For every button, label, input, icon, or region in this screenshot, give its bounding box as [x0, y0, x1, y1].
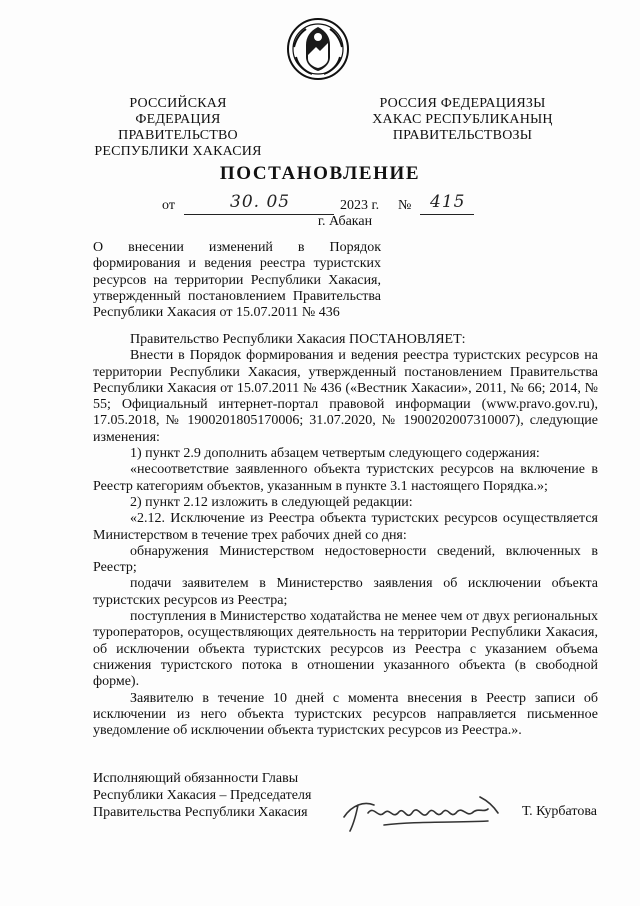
signatory-position — [93, 770, 353, 821]
body-paragraph: Заявителю в течение 10 дней с момента внесения в Реестр записи об исключении из него объекта туристских ресурсов направляется письменное уведомление об исключении объекта туристских ресурсов из Реестра.». — [93, 690, 598, 739]
header-right-line-2: ХАКАС РЕСПУБЛИКАНЫҢ — [372, 112, 553, 127]
body-paragraph: подачи заявителем в Министерство заявления об исключении объекта туристских ресурсов из Реестра; — [93, 576, 598, 608]
city: г. Абакан — [317, 214, 373, 229]
signatory-line-2: Республики Хакасия – Председателя — [93, 788, 312, 803]
coat-of-arms-emblem — [286, 17, 350, 81]
header-left-line-1: РОССИЙСКАЯ ФЕДЕРАЦИЯ — [129, 96, 227, 127]
body-paragraph: 2) пункт 2.12 изложить в следующей редакции: — [130, 494, 413, 510]
body-paragraph: Внести в Порядок формирования и ведения реестра туристских ресурсов на территории Республики Хакасия, утвержденный постановлением Правительства Республики Хакасия от 15.07.2011 № 436 («Вестник Хакасии», 2011, № 66; 2014, № 55; Официальный интернет-портал правовой информации (www.pravo.gov.ru), 17.05.2018, № 1900201805170006; 31.07.2020, № 1900202007310007), следующие изменения: — [93, 348, 598, 445]
number-sign: № — [398, 198, 412, 213]
signatory-line-1: Исполняющий обязанности Главы — [93, 771, 299, 786]
date-year: 2023 г. — [340, 198, 380, 213]
header-right — [370, 96, 555, 144]
document-subject: О внесении изменений в Порядок формирования и ведения реестра туристских ресурсов на территории Республики Хакасия, утвержденный постановлением Правительства Республики Хакасия от 15.07.2011 № 436 — [93, 240, 381, 321]
header-right-line-3: ПРАВИТЕЛЬСТВОЗЫ — [392, 128, 533, 143]
header-left-line-3: РЕСПУБЛИКИ ХАКАСИЯ — [94, 144, 262, 159]
handwritten-signature — [338, 783, 508, 843]
body-paragraph: «несоответствие заявленного объекта туристских ресурсов на включение в Реестр категориям объектов, указанным в пункте 3.1 настоящего Порядка.»; — [93, 462, 598, 494]
date-prefix: от — [162, 198, 175, 213]
number-handwritten: 415 — [430, 192, 466, 212]
body-paragraph: обнаружения Министерством недостоверности сведений, включенных в Реестр; — [93, 543, 598, 576]
body-paragraph: поступления в Министерство ходатайства не менее чем от двух региональных туроператоров, осуществляющих деятельность на территории Республики Хакасия, об исключении объекта туристских ресурсов из Реестра с указанием объема снижения туристского потока в отношении указанного объекта (в свободной форме). — [93, 609, 598, 690]
body-paragraph: 1) пункт 2.9 дополнить абзацем четвертым следующего содержания: — [130, 446, 540, 462]
document-body — [93, 332, 598, 739]
signatory-name: Т. Курбатова — [522, 804, 597, 819]
body-paragraph: Правительство Республики Хакасия ПОСТАНОВЛЯЕТ: — [130, 332, 466, 347]
date-handwritten: 30. 05 — [230, 192, 291, 212]
document-title: ПОСТАНОВЛЕНИЕ — [219, 163, 421, 184]
signatory-line-3: Правительства Республики Хакасия — [93, 805, 308, 820]
body-paragraph: «2.12. Исключение из Реестра объекта туристских ресурсов осуществляется Министерством в течение трех рабочих дней со дня: — [93, 511, 598, 543]
header-left — [88, 96, 268, 160]
header-left-line-2: ПРАВИТЕЛЬСТВО — [118, 128, 238, 143]
header-right-line-1: РОССИЯ ФЕДЕРАЦИЯЗЫ — [379, 96, 546, 111]
